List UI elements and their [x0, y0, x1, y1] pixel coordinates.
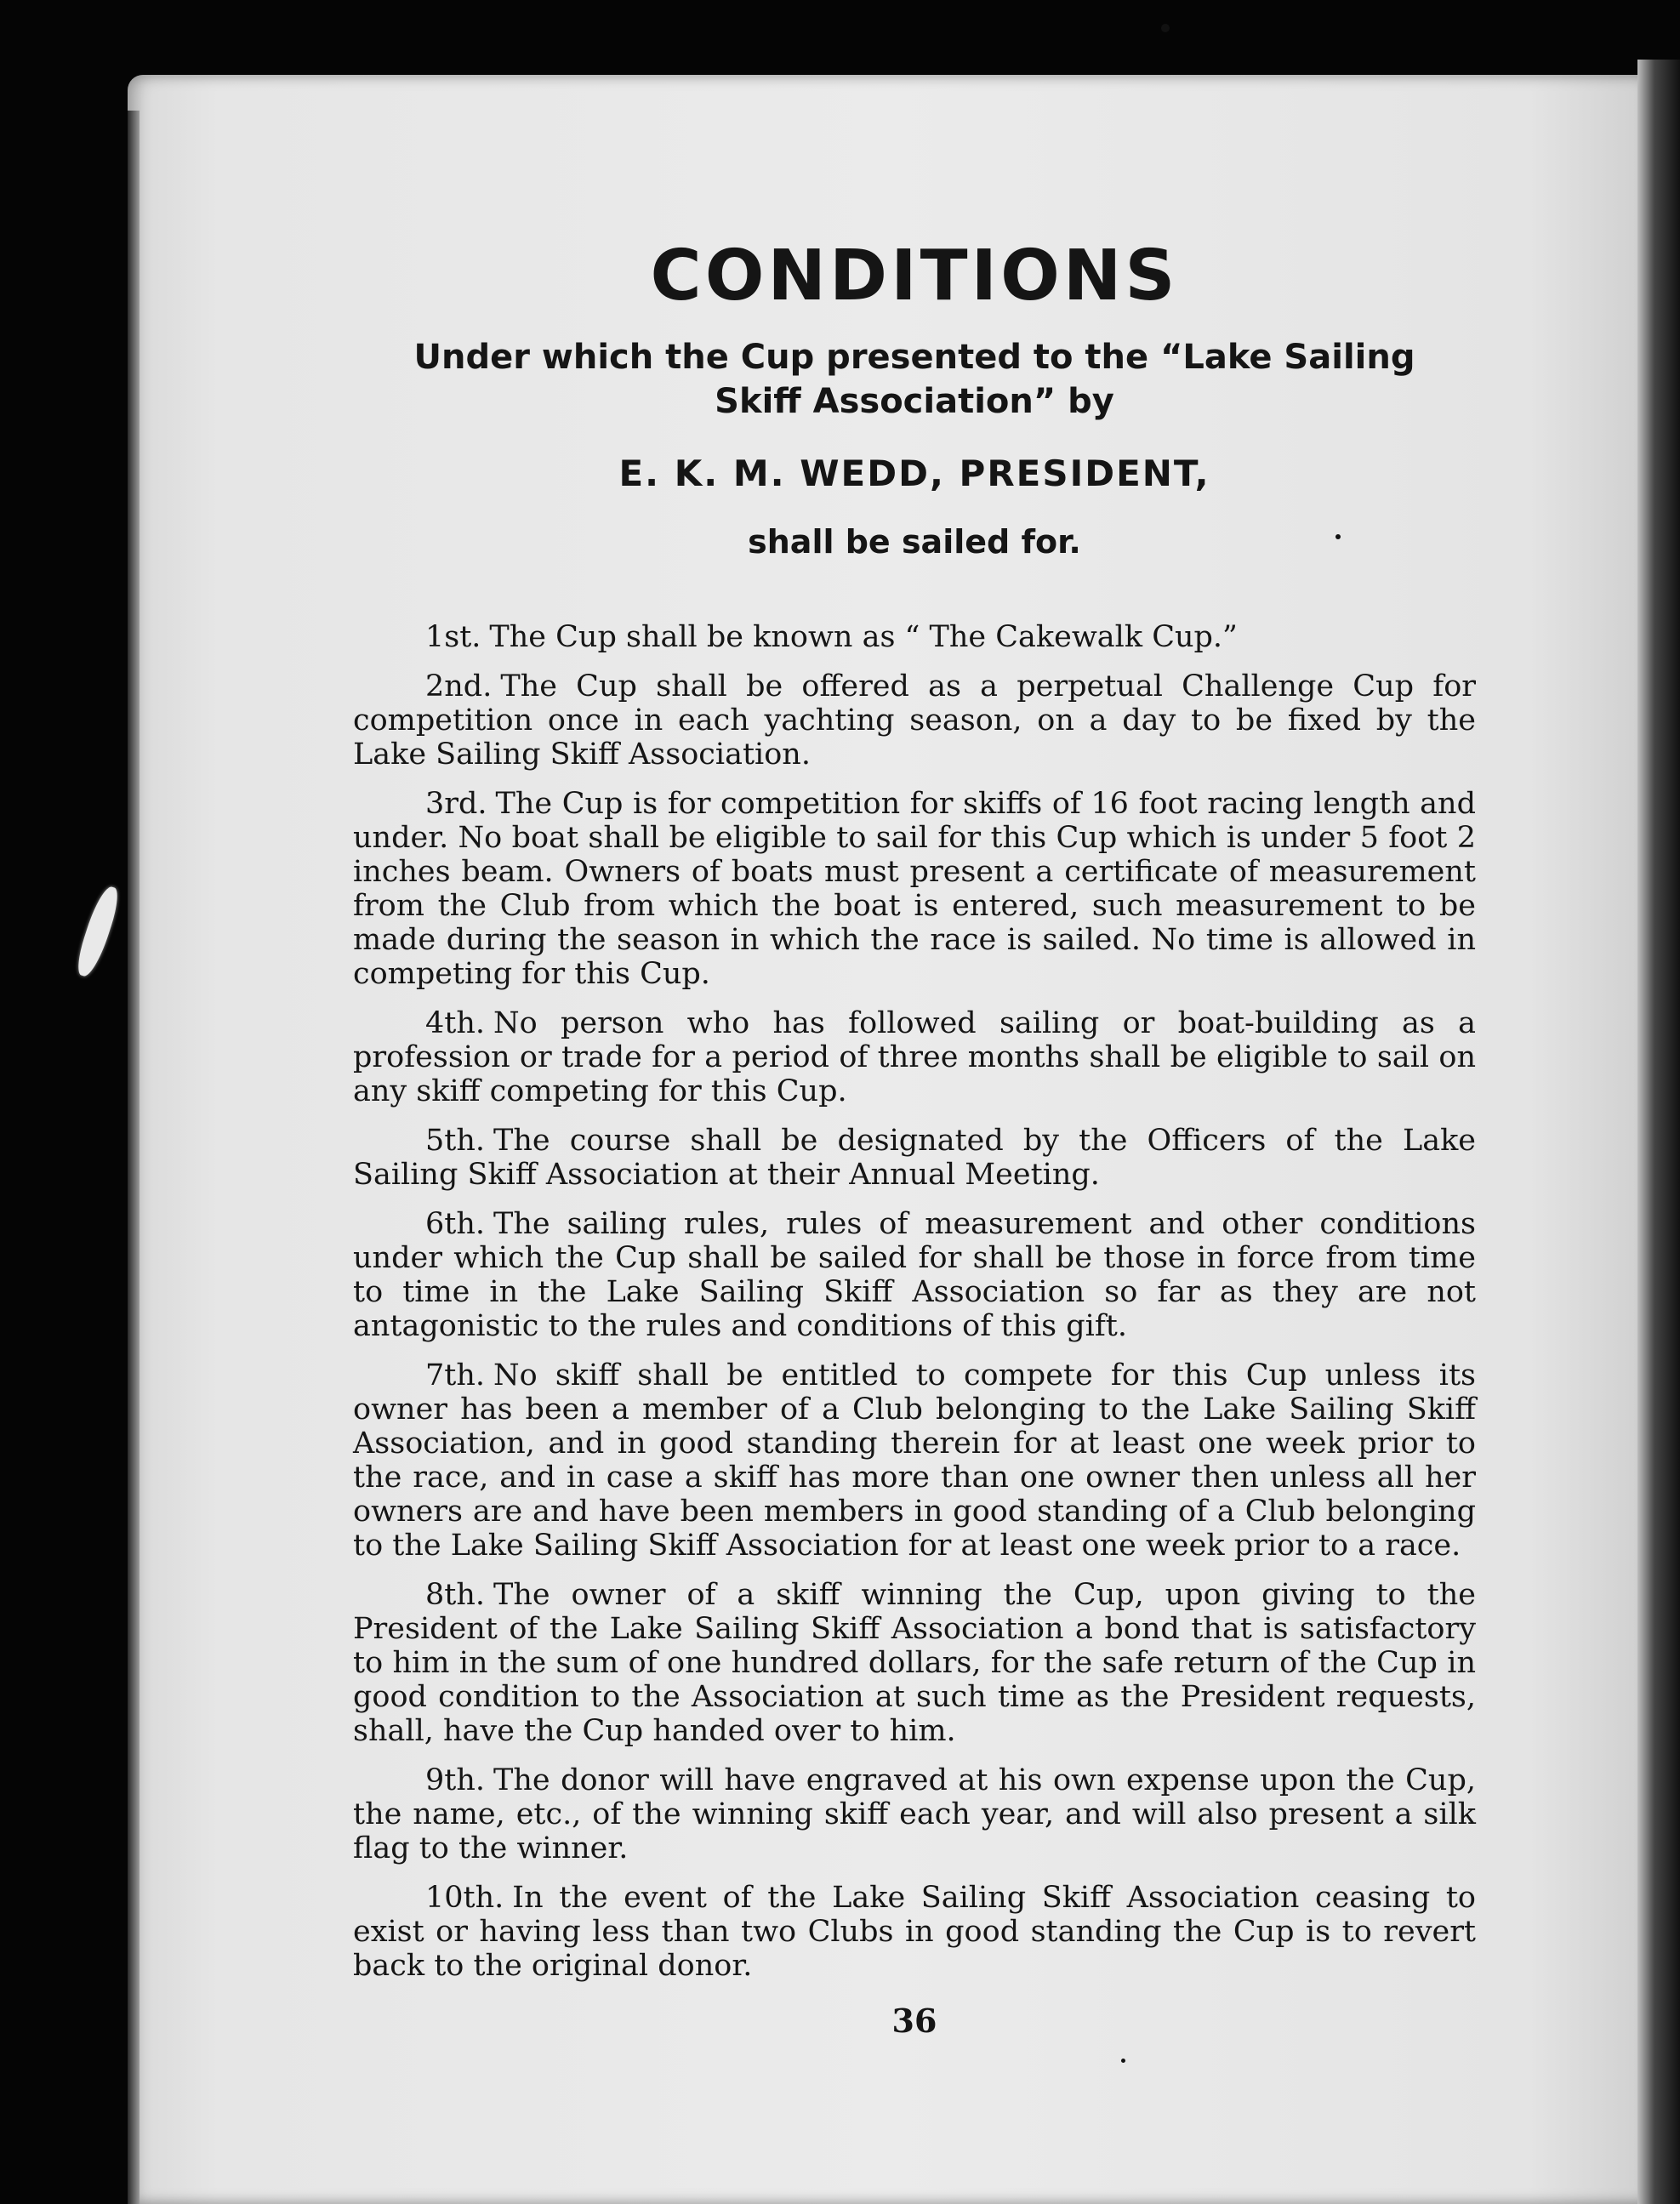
condition-ordinal: 2nd. — [425, 669, 493, 704]
condition-ordinal: 1st. — [425, 620, 481, 655]
condition-item — [353, 787, 1476, 991]
document-title: CONDITIONS — [650, 236, 1179, 316]
condition-text: No person who has followed sailing or boat-building as a profession or trade for a period of three months shall be eligible to sail on any skiff competing for this Cup. — [353, 1006, 1476, 1109]
condition-ordinal: 3rd. — [425, 787, 487, 822]
condition-item — [353, 1124, 1476, 1192]
condition-ordinal: 4th. — [425, 1006, 485, 1041]
page-left-edge — [128, 111, 140, 2204]
condition-item — [353, 1207, 1476, 1343]
condition-item — [353, 1358, 1476, 1563]
condition-text: The Cup shall be known as “ The Cakewalk Cup.” — [489, 620, 1238, 655]
condition-ordinal: 6th. — [425, 1207, 485, 1242]
condition-ordinal: 7th. — [425, 1358, 485, 1393]
paper-tear-mark — [73, 884, 123, 980]
condition-text: The donor will have engraved at his own expense upon the Cup, the name, etc., of the winning skiff each year, and will also present a silk flag to the winner. — [353, 1763, 1476, 1866]
condition-item — [353, 1006, 1476, 1108]
condition-text: The sailing rules, rules of measurement and other conditions under which the Cup shall be sailed for shall be those in force from time to time in the Lake Sailing Skiff Association so far as they are not antagonistic to the rules and conditions of this gift. — [353, 1207, 1476, 1344]
condition-ordinal: 8th. — [425, 1578, 485, 1613]
document-subtitle: Under which the Cup presented to the “Lake Sailing Skiff Association” by — [413, 338, 1415, 422]
condition-item — [353, 1578, 1476, 1748]
president-line: E. K. M. WEDD, PRESIDENT, — [618, 453, 1210, 495]
condition-text: In the event of the Lake Sailing Skiff Association ceasing to exist or having less than two Clubs in good standing the Cup is to revert back to the original donor. — [353, 1881, 1476, 1984]
dust-speck — [1161, 24, 1170, 32]
condition-text: The Cup is for competition for skiffs of 16 foot racing length and under. No boat shall be eligible to sail for this Cup which is under 5 foot 2 inches beam. Owners of boats must present a certificate of measurement from the Club from which the boat is entered, such measurement to be made during the season in which the race is sailed. No time is allowed in competing for this Cup. — [353, 787, 1476, 992]
condition-text: The Cup shall be offered as a perpetual Challenge Cup for competition once in each yachting season, on a day to be fixed by the Lake Sailing Skiff Association. — [353, 669, 1476, 772]
condition-text: The course shall be designated by the Officers of the Lake Sailing Skiff Association at their Annual Meeting. — [353, 1124, 1476, 1193]
document-content — [353, 238, 1476, 2040]
condition-ordinal: 5th. — [425, 1124, 485, 1159]
sailed-for-line: shall be sailed for. — [748, 523, 1081, 561]
condition-item — [353, 1881, 1476, 1983]
condition-item — [353, 1763, 1476, 1865]
condition-ordinal: 9th. — [425, 1763, 485, 1798]
page-number: 36 — [891, 2002, 937, 2041]
conditions-list — [353, 620, 1476, 1983]
condition-text: No skiff shall be entitled to compete for this Cup unless its owner has been a member of a Club belonging to the Lake Sailing Skiff Association, and in good standing therein for at least one week prior to the race, and in case a skiff has more than one owner then unless all her owners are and have been members in good standing of a Club belonging to the Lake Sailing Skiff Association for at least one week prior to a race. — [353, 1358, 1476, 1563]
condition-ordinal: 10th. — [425, 1881, 504, 1916]
condition-item — [353, 620, 1476, 654]
condition-text: The owner of a skiff winning the Cup, upon giving to the President of the Lake Sailing Skiff Association a bond that is satisfactory to him in the sum of one hundred dollars, for the safe return of the Cup in good condition to the Association at such time as the President requests, shall, have the Cup handed over to him. — [353, 1578, 1476, 1749]
dust-speck — [1121, 2059, 1125, 2063]
condition-item — [353, 669, 1476, 772]
book-binding — [1637, 60, 1680, 2204]
